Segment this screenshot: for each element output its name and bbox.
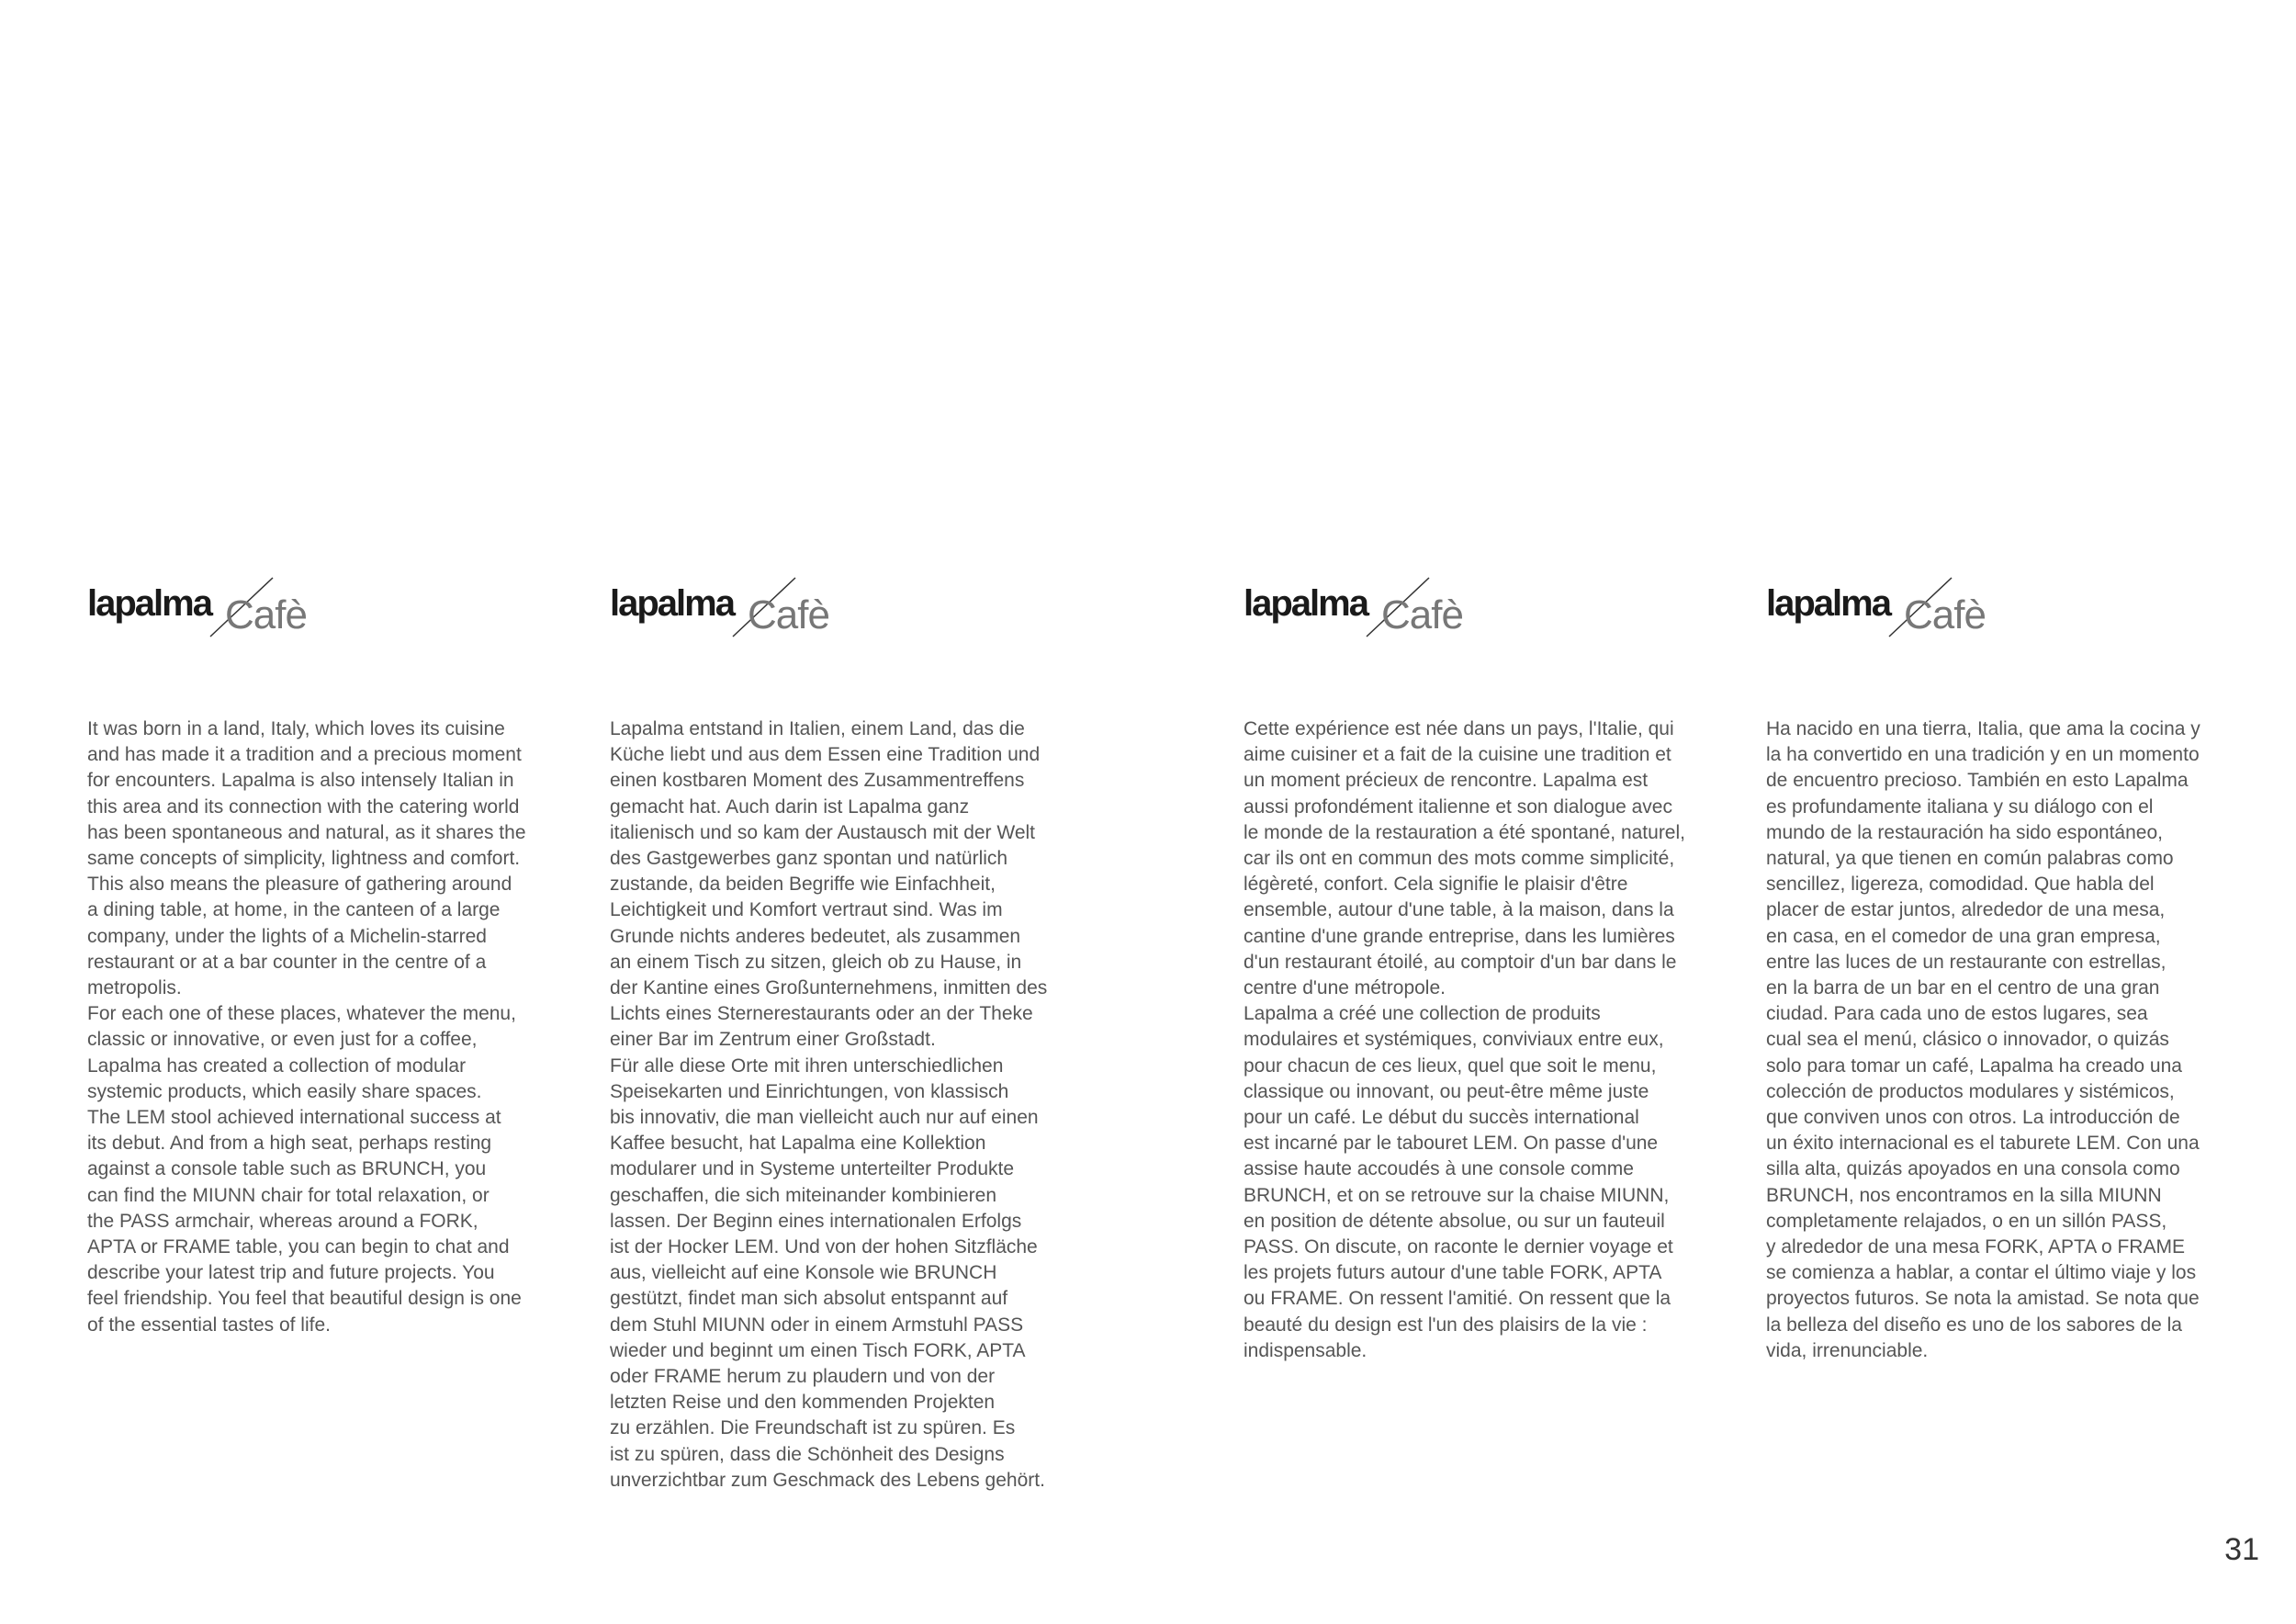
paragraph: Lapalma entstand in Italien, einem Land, das die Küche liebt und aus dem Essen eine Tradition und einen kostbaren Moment des Zusammentreffens gemacht hat. Auch darin ist Lapalma ganz italienisch und so kam der Austausch mit der Welt des Gastgewerbes ganz spontan und natürlich zustande, da beiden Begriffe wie Einfachheit, Leichtigkeit und Komfort vertraut sind. Was im Grunde nichts anderes bedeutet, als zusammen an einem Tisch zu sitzen, gleich ob zu Hause, in der Kantine eines Großunternehmens, inmitten des Lichts eines Sternerestaurants oder an der Theke einer Bar im Zentrum einer Großstadt. <box>610 718 1048 1051</box>
paragraph: Für alle diese Orte mit ihren unterschiedlichen Speisekarten und Einrichtungen, von klassisch bis innovativ, die man vielleicht auch nur auf einen Kaffee besucht, hat Lapalma eine Kollektion modularer und in Systeme unterteilter Produkte geschaffen, die sich miteinander kombinieren lassen. Der Beginn eines internationalen Erfolgs ist der Hocker LEM. Und von der hohen Sitzfläche aus, vielleicht auf eine Konsole wie BRUNCH gestützt, findet man sich absolut entspannt auf dem Stuhl MIUNN oder in einem Armstuhl PASS wieder und beginnt um einen Tisch FORK, APTA oder FRAME herum zu plaudern und von der letzten Reise und den kommenden Projekten zu erzählen. Die Freundschaft ist zu spüren. Es ist zu spüren, dass die Schönheit des Designs unverzichtbar zum Geschmack des Lebens gehört. <box>610 1054 1045 1491</box>
logo-brand-text: lapalma <box>1766 583 1890 624</box>
body-text <box>1244 716 1712 1364</box>
logo-sub-text: Cafè <box>1904 592 1986 637</box>
lapalma-cafe-logo <box>1244 574 1519 657</box>
lapalma-cafe-logo <box>87 574 363 657</box>
logo-sub-text: Cafè <box>1381 592 1463 637</box>
paragraph: Ha nacido en una tierra, Italia, que ama la cocina y la ha convertido en una tradición y en un momento de encuentro precioso. También en esto Lapalma es profundamente italiana y su diálogo con el mundo de la restauración ha sido espontáneo, natural, ya que tienen en común palabras como sencillez, ligereza, comodidad. Que habla del placer de estar juntos, alrededor de una mesa, en casa, en el comedor de una gran empresa, entre las luces de un restaurante con estrellas, en la barra de un bar en el centro de una gran ciudad. Para cada uno de estos lugares, sea cual sea el menú, clásico o innovador, o quizás solo para tomar un café, Lapalma ha creado una colección de productos modulares y sistémicos, que conviven unos con otros. La introducción de un éxito internacional es el taburete LEM. Con una silla alta, quizás apoyados en una consola como BRUNCH, nos encontramos en la silla MIUNN completamente relajados, o en un sillón PASS, y alrededor de una mesa FORK, APTA o FRAME se comienza a hablar, a contar el último viaje y los proyectos futuros. Se nota la amistad. Se nota que la belleza del diseño es uno de los sabores de la vida, irrenunciable. <box>1766 718 2200 1361</box>
paragraph: Cette expérience est née dans un pays, l'Italie, qui aime cuisiner et a fait de la cuisine une tradition et un moment précieux de rencontre. Lapalma est aussi profondément italienne et son dialogue avec le monde de la restauration a été spontané, naturel, car ils ont en commun des mots comme simplicité, légèreté, confort. Cela signifie le plaisir d'être ensemble, autour d'une table, à la maison, dans la cantine d'une grande entreprise, dans les lumières d'un restaurant étoilé, au comptoir d'un bar dans le centre d'une métropole. <box>1244 718 1685 999</box>
column-german <box>610 574 1078 1494</box>
body-text <box>87 716 556 1338</box>
logo-brand-text: lapalma <box>610 583 734 624</box>
body-text <box>1766 716 2234 1364</box>
page-number: 31 <box>2224 1532 2259 1567</box>
lapalma-cafe-logo <box>610 574 885 657</box>
logo-sub-text: Cafè <box>225 592 307 637</box>
column-spanish <box>1766 574 2234 1364</box>
paragraph: Lapalma a créé une collection de produits modulaires et systémiques, conviviaux entre eux, pour chacun de ces lieux, quel que soit le menu, classique ou innovant, ou peut-être même juste pour un café. Le début du succès international est incarné par le tabouret LEM. On passe d'une assise haute accoudés à une console comme BRUNCH, et on se retrouve sur la chaise MIUNN, en position de détente absolue, ou sur un fauteuil PASS. On discute, on raconte le dernier voyage et les projets futurs autour d'une table FORK, APTA ou FRAME. On ressent l'amitié. On ressent que la beauté du design est l'un des plaisirs de la vie : indispensable. <box>1244 1003 1673 1361</box>
column-french <box>1244 574 1712 1364</box>
paragraph: For each one of these places, whatever the menu, classic or innovative, or even just for a coffee, Lapalma has created a collection of modular systemic products, which easily share spaces. The LEM stool achieved international success at its debut. And from a high seat, perhaps resting against a console table such as BRUNCH, you can find the MIUNN chair for total relaxation, or the PASS armchair, whereas around a FORK, APTA or FRAME table, you can begin to chat and describe your latest trip and future projects. You feel friendship. You feel that beautiful design is one of the essential tastes of life. <box>87 1003 522 1336</box>
logo-brand-text: lapalma <box>87 583 211 624</box>
logo-sub-text: Cafè <box>748 592 829 637</box>
paragraph: It was born in a land, Italy, which loves its cuisine and has made it a tradition and a precious moment for encounters. Lapalma is also intensely Italian in this area and its connection with the catering world has been spontaneous and natural, as it shares the same concepts of simplicity, lightness and comfort. This also means the pleasure of gathering around a dining table, at home, in the canteen of a large company, under the lights of a Michelin-starred restaurant or at a bar counter in the centre of a metropolis. <box>87 718 526 999</box>
body-text <box>610 716 1078 1494</box>
logo-brand-text: lapalma <box>1244 583 1367 624</box>
column-english <box>87 574 556 1338</box>
lapalma-cafe-logo <box>1766 574 2042 657</box>
